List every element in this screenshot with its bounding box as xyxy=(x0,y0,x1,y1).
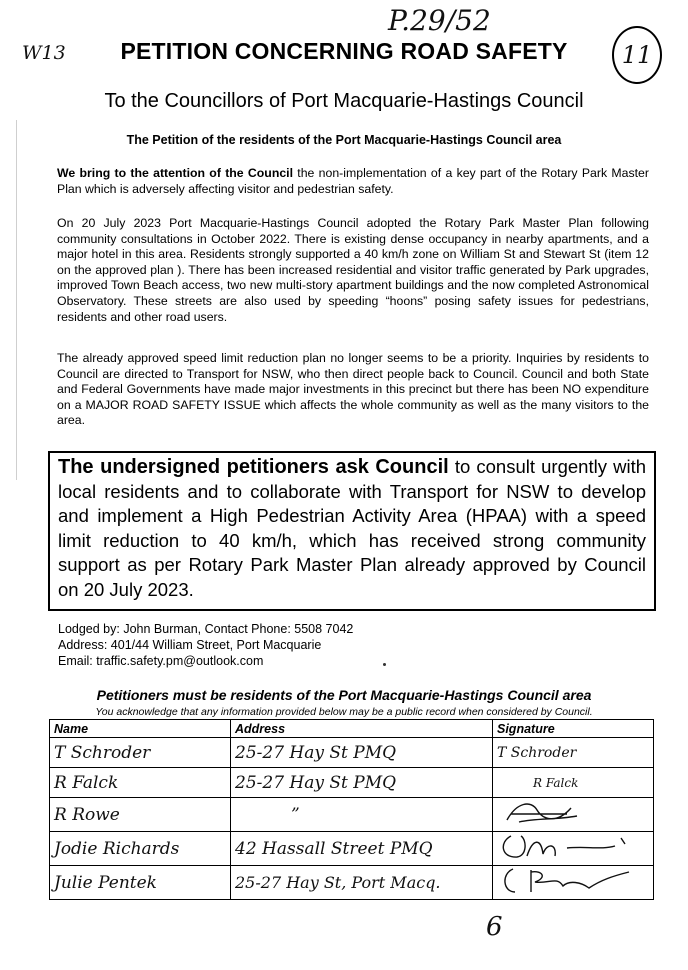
signature-scribble xyxy=(497,832,637,860)
signer-address: 25-27 Hay St PMQ xyxy=(231,738,493,768)
header-address: Address xyxy=(231,720,493,738)
petition-request-lead: The undersigned petitioners ask Council xyxy=(58,456,449,478)
lodged-by: Lodged by: John Burman, Contact Phone: 5508 7042 xyxy=(58,622,354,636)
page-scribble: 6 xyxy=(486,912,503,942)
signer-name: R Falck xyxy=(50,768,231,798)
petition-of-heading: The Petition of the residents of the Port Macquarie-Hastings Council area xyxy=(126,133,562,147)
header-name: Name xyxy=(50,720,231,738)
handwritten-reference: P.29/52 xyxy=(388,4,491,37)
signer-address: 25-27 Hay St, Port Macq. xyxy=(231,866,493,900)
paragraph-background: On 20 July 2023 Port Macquarie-Hastings Council adopted the Rotary Park Master Plan following community consultations in October 2022. There is existing dense occupancy in nearby apartments, and a major hotel in this area. Residents strongly supported a 40 km/h zone on William St and Stewart St (item 12 on the approved plan ). There has been increased residential and visitor traffic generated by Park upgrades, improved Town Beach access, two new multi-story apartment buildings and the now completed Astronomical Observatory. These streets are also used by speeding “hoons” posing safety issues for pedestrians, residents and other road users. xyxy=(57,216,649,324)
paragraph-lead: We bring to the attention of the Council xyxy=(57,166,293,180)
page-badge: 11 xyxy=(612,26,662,84)
paragraph-issue: The already approved speed limit reduction plan no longer seems to be a priority. Inquiries by residents to Council are directed to Transport for NSW, who then direct people back to Council. Council and both State and Federal Governments have made major investments in this precinct but there has been NO expenditure on a MAJOR ROAD SAFETY ISSUE which affects the whole community as well as the many visitors to the area. xyxy=(57,351,649,428)
signer-name: Julie Pentek xyxy=(50,866,231,900)
signer-name: T Schroder xyxy=(50,738,231,768)
signer-name: Jodie Richards xyxy=(50,832,231,866)
lodged-by-block xyxy=(58,621,353,669)
margin-line xyxy=(16,120,17,480)
lodged-email: Email: traffic.safety.pm@outlook.com xyxy=(58,654,264,668)
table-row xyxy=(50,768,654,798)
signer-signature xyxy=(493,832,654,866)
signature-table xyxy=(49,719,654,900)
header-signature: Signature xyxy=(493,720,654,738)
table-row xyxy=(50,738,654,768)
table-header-row xyxy=(50,720,654,738)
signature-scribble xyxy=(497,866,637,894)
signer-signature: R Falck xyxy=(493,768,654,798)
paragraph-text: the non-implementation of a key part of the Rotary Park Master Plan which is adversely affecting visitor and pedestrian safety. xyxy=(57,166,649,196)
paragraph-attention xyxy=(57,166,649,197)
table-row xyxy=(50,866,654,900)
lodged-address: Address: 401/44 William Street, Port Macquarie xyxy=(58,638,322,652)
stray-dot xyxy=(383,663,386,666)
page-title: PETITION CONCERNING ROAD SAFETY xyxy=(120,38,568,64)
signer-address: ” xyxy=(231,798,493,832)
signer-signature: T Schroder xyxy=(493,738,654,768)
petition-request-text: to consult urgently with local residents and to collaborate with Transport for NSW to develop and implement a High Pedestrian Activity Area (HPAA) with a speed limit reduction to 40 km/h, which has received strong community support as per Rotary Park Master Plan already approved by Council on 20 July 2023. xyxy=(58,456,646,600)
signature-scribble xyxy=(497,798,617,826)
residents-note: Petitioners must be residents of the Port Macquarie-Hastings Council area xyxy=(96,687,592,703)
signer-name: R Rowe xyxy=(50,798,231,832)
petition-request xyxy=(58,455,646,603)
acknowledgement-note: You acknowledge that any information provided below may be a public record when considered by Council. xyxy=(95,706,593,718)
subtitle: To the Councillors of Port Macquarie-Hastings Council xyxy=(104,90,584,112)
signer-address: 42 Hassall Street PMQ xyxy=(231,832,493,866)
signer-signature xyxy=(493,798,654,832)
corner-mark: W13 xyxy=(22,42,66,64)
signer-signature xyxy=(493,866,654,900)
table-row xyxy=(50,798,654,832)
signer-address: 25-27 Hay St PMQ xyxy=(231,768,493,798)
table-row xyxy=(50,832,654,866)
